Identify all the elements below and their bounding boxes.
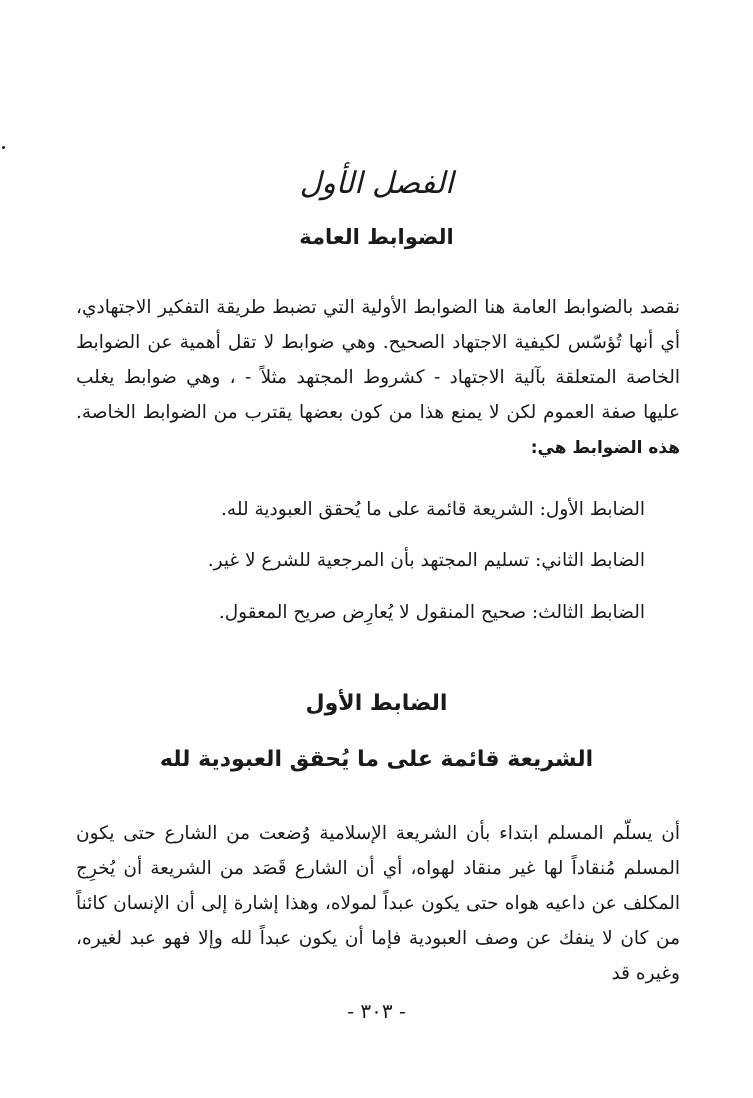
rule-item-3: الضابط الثالث: صحيح المنقول لا يُعارِض صريح المعقول.: [218, 602, 645, 623]
rule-item-2: الضابط الثاني: تسليم المجتهد بأن المرجعية للشرع لا غير.: [207, 550, 645, 571]
intro-lead-in: هذه الضوابط هي:: [530, 438, 680, 458]
section-subtitle: الشريعة قائمة على ما يُحقق العبودية لله: [159, 747, 594, 772]
intro-text: نقصد بالضوابط العامة هنا الضوابط الأولية التي تضبط طريقة التفكير الاجتهادي، أي أنها تُؤسّس لكيفية الاجتهاد الصحيح. وهي ضوابط لا تقل أهمية عن الضوابط الخاصة المتعلقة بآلية الاجتهاد - كشروط المجتهد مثلاً - ، وهي ضوابط يغلب عليها صفة العموم لكن لا يمنع هذا من كون بعضها يقترب من الضوابط الخاصة.: [76, 297, 680, 423]
chapter-subtitle: الضوابط العامة: [299, 225, 454, 249]
margin-mark: [2, 146, 5, 149]
page-number: - ٣٠٣ -: [347, 999, 406, 1023]
rule-item-1: الضابط الأول: الشريعة قائمة على ما يُحقق العبودية لله.: [221, 499, 645, 520]
body-paragraph: أن يسلّم المسلم ابتداء بأن الشريعة الإسلامية وُضعت من الشارع حتى يكون المسلم مُنقاداً لها غير منقاد لهواه، أي أن الشارع قَصَد من الشريعة أن يُخرِج المكلف عن داعيه هواه حتى يكون عبداً لمولاه، وهذا إشارة إلى أن الإنسان كائناً من كان لا ينفك عن وصف العبودية فإما أن يكون عبداً لله وإلا فهو عبد لغيره، وغيره قد: [76, 823, 680, 984]
section-title: الضابط الأول: [305, 691, 448, 716]
chapter-title: الفصل الأول: [299, 166, 454, 201]
intro-paragraph: [76, 290, 680, 466]
